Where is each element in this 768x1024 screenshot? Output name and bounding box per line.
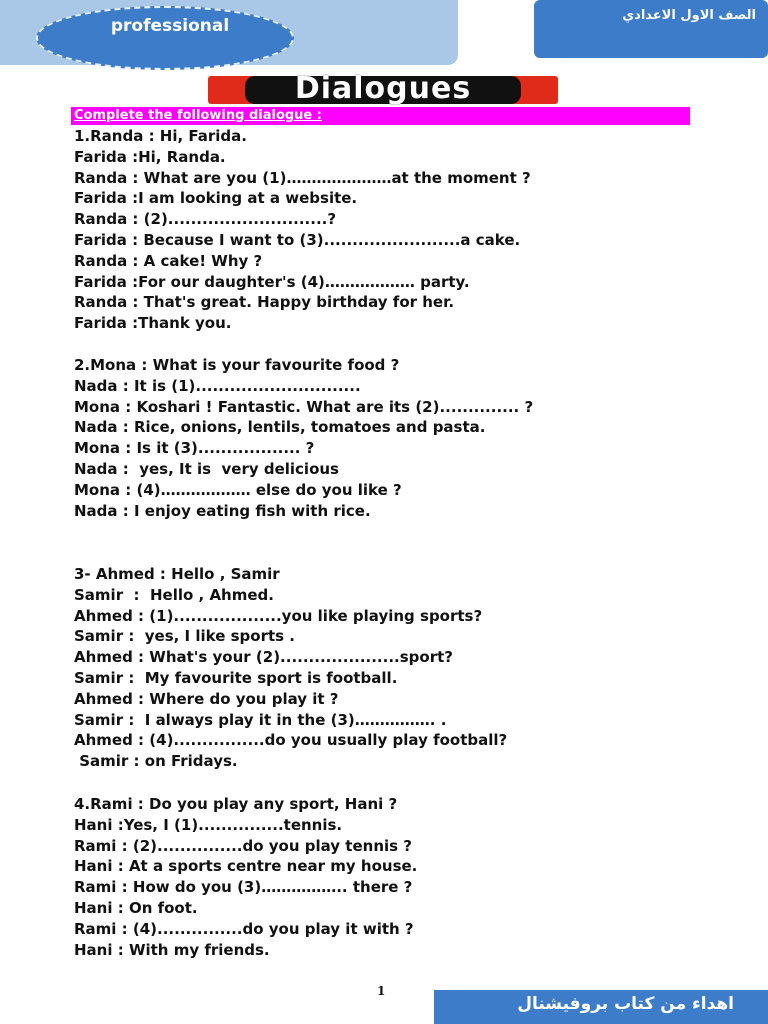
dialogue-line: Samir : I always play it in the (3)……………. . xyxy=(74,710,447,729)
instruction-bar: Complete the following dialogue : xyxy=(71,107,690,125)
dialogue-line: Rami : How do you (3)…………….. there ? xyxy=(74,878,413,897)
dialogue-line: Farida : Because I want to (3)........................a cake. xyxy=(74,230,521,249)
dialogue-line: 2.Mona : What is your favourite food ? xyxy=(74,356,400,374)
dialogue-line: Samir : My favourite sport is football. xyxy=(74,668,398,687)
dialogue-3 xyxy=(74,564,507,772)
dialogue-2 xyxy=(74,355,533,521)
dialogue-line: Hani : On foot. xyxy=(74,898,198,917)
dialogue-line: Randa : A cake! Why ? xyxy=(74,251,263,270)
dialogue-line: 3- Ahmed : Hello , Samir xyxy=(74,565,280,583)
dialogue-line: Hani :Yes, I (1)...............tennis. xyxy=(74,815,343,834)
dialogue-line: Nada : Rice, onions, lentils, tomatoes and pasta. xyxy=(74,418,486,437)
dialogue-line: Samir : yes, I like sports . xyxy=(74,627,296,646)
dialogue-line: Randa : What are you (1)…………………at the moment ? xyxy=(74,168,531,187)
dialogue-line: Nada : yes, It is very delicious xyxy=(74,459,339,478)
dialogue-line: 4.Rami : Do you play any sport, Hani ? xyxy=(74,795,398,813)
dialogue-line: Farida :Hi, Randa. xyxy=(74,147,226,166)
dialogue-line: Samir : Hello , Ahmed. xyxy=(74,585,274,604)
grade-label: الصف الاول الاعدادي xyxy=(622,8,756,23)
dialogue-line: Hani : With my friends. xyxy=(74,940,270,959)
dialogue-line: Ahmed : (1)...................you like playing sports? xyxy=(74,606,483,625)
dialogue-1 xyxy=(74,126,531,334)
dialogue-line: Farida :For our daughter's (4)……………… party. xyxy=(74,272,470,291)
footer-label: اهداء من كتاب بروفيشنال xyxy=(517,994,734,1014)
dialogue-line: Mona : Is it (3).................. ? xyxy=(74,439,315,458)
dialogue-line: Samir : on Fridays. xyxy=(74,752,238,771)
dialogue-line: Rami : (2)...............do you play tennis ? xyxy=(74,836,412,855)
dialogue-line: Rami : (4)...............do you play it with ? xyxy=(74,919,414,938)
page-number: 1 xyxy=(377,984,386,998)
dialogue-line: Mona : Koshari ! Fantastic. What are its (2).............. ? xyxy=(74,397,534,416)
dialogue-line: Randa : (2)............................? xyxy=(74,210,337,229)
dialogue-line: 1.Randa : Hi, Farida. xyxy=(74,127,247,145)
dialogue-line: Ahmed : Where do you play it ? xyxy=(74,689,339,708)
dialogue-line: Mona : (4)……………… else do you like ? xyxy=(74,480,402,499)
dialogue-line: Nada : It is (1)............................. xyxy=(74,376,361,395)
professional-label: professional xyxy=(110,16,230,36)
dialogue-line: Hani : At a sports centre near my house. xyxy=(74,857,418,876)
dialogue-line: Ahmed : What's your (2).....................sport? xyxy=(74,648,453,667)
footer-banner xyxy=(434,990,768,1024)
dialogue-line: Farida :I am looking at a website. xyxy=(74,189,358,208)
page-title: Dialogues xyxy=(294,71,472,106)
header-right-banner xyxy=(534,0,768,58)
dialogue-line: Ahmed : (4)................do you usually play football? xyxy=(74,731,508,750)
dialogue-line: Farida :Thank you. xyxy=(74,314,232,333)
dialogue-4 xyxy=(74,794,417,960)
dialogue-line: Nada : I enjoy eating fish with rice. xyxy=(74,501,371,520)
dialogue-line: Randa : That's great. Happy birthday for her. xyxy=(74,293,455,312)
